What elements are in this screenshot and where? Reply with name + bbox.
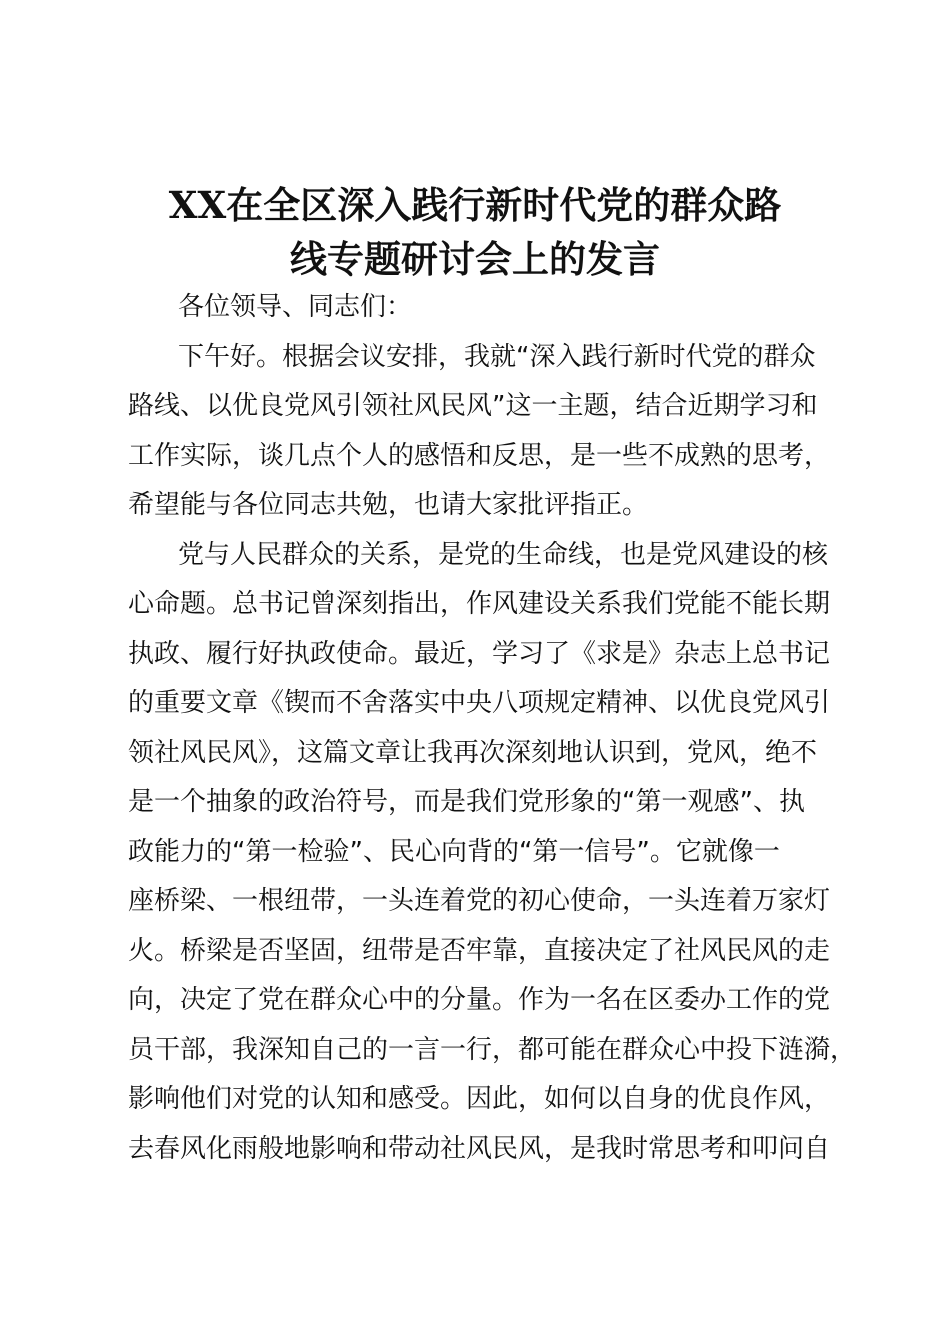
paragraph-2-line-12: 影响他们对党的认知和感受。因此，如何以自身的优良作风， (128, 1084, 831, 1114)
title-line-1: XX在全区深入践行新时代党的群众路 (168, 183, 782, 227)
paragraph-2-line-10: 向，决定了党在群众心中的分量。作为一名在区委办工作的党 (128, 985, 831, 1015)
paragraph-2-line-6: 是一个抽象的政治符号，而是我们党形象的“第一观感”、执 (128, 787, 805, 817)
paragraph-2-line-2: 心命题。总书记曾深刻指出，作风建设关系我们党能不能长期 (128, 589, 831, 619)
paragraph-1-line-3: 工作实际，谈几点个人的感悟和反思，是一些不成熟的思考， (128, 440, 831, 471)
document-body (128, 283, 857, 1174)
title-line-2: 线专题研讨会上的发言 (290, 237, 660, 281)
paragraph-2-line-9: 火。桥梁是否坚固，纽带是否牢靠，直接决定了社风民风的走 (128, 935, 831, 966)
paragraph-2-line-1: 党与人民群众的关系，是党的生命线，也是党风建设的核 (178, 539, 829, 570)
paragraph-2-line-5: 领社风民风》，这篇文章让我再次深刻地认识到，党风，绝不 (128, 737, 818, 768)
paragraph-2-line-8: 座桥梁、一根纽带，一头连着党的初心使命，一头连着万家灯 (128, 886, 831, 916)
paragraph-2-line-4: 的重要文章《锲而不舍落实中央八项规定精神、以优良党风引 (128, 688, 831, 718)
document-title (100, 178, 850, 286)
paragraph-2-line-7: 政能力的“第一检验”、民心向背的“第一信号”。它就像一 (128, 836, 780, 867)
paragraph-1-line-1: 下午好。根据会议安排，我就“深入践行新时代党的群众 (178, 341, 816, 372)
salutation: 各位领导、同志们： (178, 292, 413, 322)
paragraph-1-line-4: 希望能与各位同志共勉，也请大家批评指正。 (128, 490, 649, 520)
paragraph-2-line-11: 员干部，我深知自己的一言一行，都可能在群众心中投下涟漪， (128, 1034, 857, 1065)
paragraph-2-line-13: 去春风化雨般地影响和带动社风民风，是我时常思考和叩问自 (128, 1133, 831, 1164)
paragraph-1-line-2: 路线、以优良党风引领社风民风”这一主题，结合近期学习和 (128, 391, 818, 421)
paragraph-2-line-3: 执政、履行好执政使命。最近，学习了《求是》杂志上总书记 (128, 638, 831, 669)
